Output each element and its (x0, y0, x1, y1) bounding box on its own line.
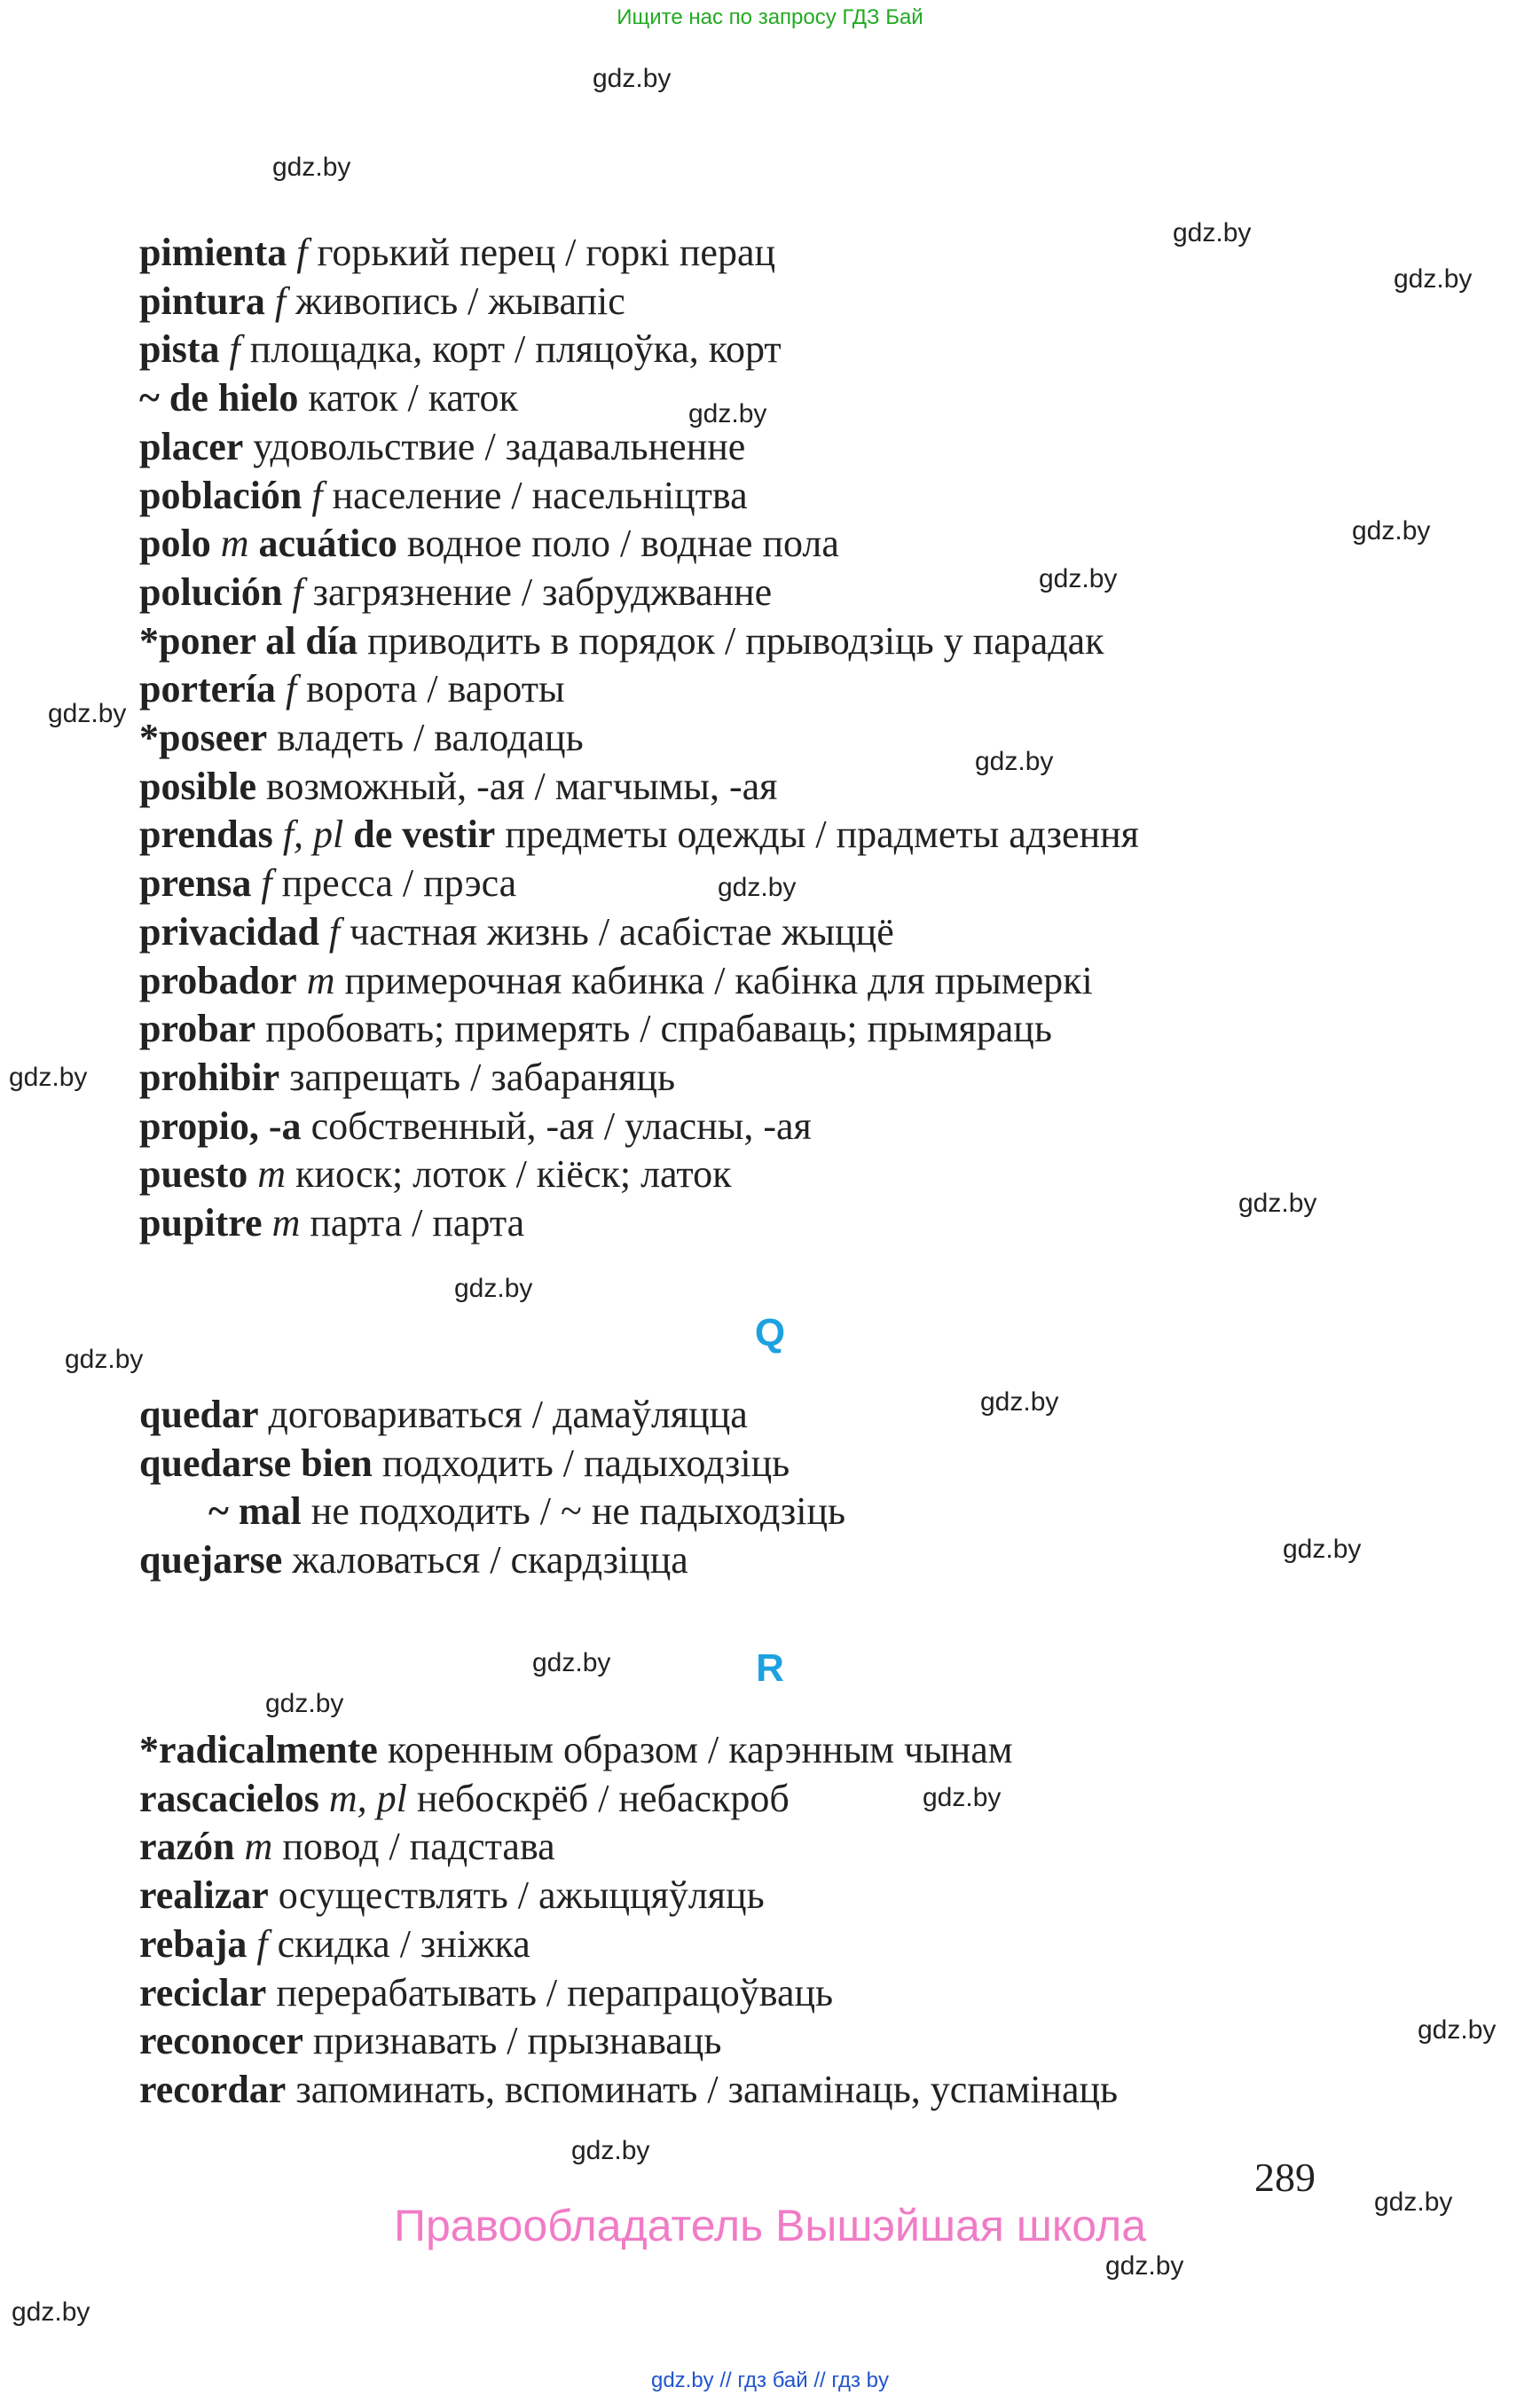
rights-holder: Правообладатель Вышэйшая школа (394, 2201, 1146, 2250)
dictionary-entry (139, 2017, 721, 2065)
translation: предметы одежды / прадметы адзення (495, 813, 1139, 857)
dictionary-entry (139, 1969, 833, 2017)
watermark: gdz.by (65, 1345, 144, 1374)
grammar-mark: f (274, 279, 287, 323)
dictionary-entry (139, 2066, 1118, 2114)
translation: владеть / валодаць (267, 716, 584, 759)
headword: probar (139, 1007, 256, 1051)
watermark: gdz.by (1238, 1189, 1317, 1218)
translation: небоскрёб / небаскроб (406, 1776, 790, 1820)
watermark: gdz.by (272, 153, 351, 182)
dictionary-entry (139, 278, 625, 326)
translation: осуществлять / ажыццяўляць (268, 1873, 765, 1918)
grammar-mark: f (328, 909, 341, 954)
headword: *radicalmente (139, 1728, 378, 1771)
translation: подходить / падыходзіць (372, 1441, 790, 1485)
section-letter-r: R (756, 1646, 784, 1690)
dictionary-entry (139, 1054, 675, 1102)
dictionary-entry (139, 374, 518, 422)
footer-links: gdz.by // гдз бай // гдз by (650, 2368, 890, 2392)
watermark: gdz.by (1173, 218, 1252, 247)
grammar-mark: m (244, 1825, 273, 1869)
headword: pupitre (139, 1201, 263, 1245)
headword: polo (139, 522, 211, 566)
translation: повод / падстава (272, 1825, 555, 1869)
translation: запрещать / забараняць (279, 1055, 676, 1099)
watermark: gdz.by (1105, 2251, 1184, 2281)
dictionary-entry (139, 714, 584, 762)
watermark: gdz.by (1374, 2187, 1453, 2217)
headword: privacidad (139, 909, 319, 954)
headword: quedar (139, 1393, 259, 1436)
headword: recordar (139, 2067, 287, 2111)
watermark: gdz.by (980, 1387, 1059, 1417)
translation: перерабатывать / перапрацоўваць (266, 1970, 834, 2014)
watermark: gdz.by (593, 64, 672, 93)
dictionary-entry (139, 326, 782, 373)
headword: pimienta (139, 231, 287, 274)
dictionary-entry (139, 472, 748, 520)
translation: живопись / жывапіс (286, 279, 625, 323)
headword: ~ de hielo (139, 376, 299, 420)
watermark: gdz.by (923, 1783, 1002, 1812)
dictionary-entry (139, 1199, 524, 1247)
headword: reciclar (139, 1970, 267, 2014)
grammar-mark: f (285, 667, 297, 711)
translation: удовольствие / задавальненне (243, 424, 746, 468)
translation: примерочная кабинка / кабінка для прымеркі (334, 958, 1093, 1002)
headword: probador (139, 958, 297, 1002)
headword: propio, -a (139, 1103, 302, 1148)
headword: polución (139, 569, 283, 614)
headword: rascacielos (139, 1776, 319, 1820)
watermark: gdz.by (9, 1063, 88, 1092)
grammar-mark: m (220, 522, 249, 566)
dictionary-entry (139, 1536, 688, 1584)
translation: жаловаться / скардзіцца (282, 1538, 688, 1582)
dictionary-entry (139, 1872, 765, 1920)
translation: собственный, -ая / уласны, -ая (301, 1103, 812, 1148)
grammar-mark: f (292, 569, 303, 614)
headword: pintura (139, 279, 265, 323)
headword: rebaja (139, 1921, 248, 1966)
grammar-mark: f (229, 327, 240, 372)
headword: quejarse (139, 1538, 283, 1582)
dictionary-entry (139, 569, 772, 616)
dictionary-entry (139, 1775, 790, 1823)
translation: загрязнение / забруджванне (302, 569, 773, 614)
watermark: gdz.by (1039, 564, 1118, 593)
headword: puesto (139, 1152, 248, 1197)
translation: коренным образом / карэнным чынам (377, 1728, 1013, 1771)
headword: placer (139, 424, 244, 468)
dictionary-entry (139, 1005, 1052, 1053)
translation: договариваться / дамаўляцца (258, 1393, 748, 1436)
grammar-mark: f, pl (282, 813, 344, 857)
dictionary-entry (139, 1103, 812, 1150)
headword: pista (139, 327, 220, 372)
dictionary-entry (139, 1150, 731, 1198)
translation: скидка / зніжка (267, 1921, 530, 1966)
watermark: gdz.by (532, 1648, 611, 1677)
headword: posible (139, 764, 257, 808)
translation: возможный, -ая / магчымы, -ая (256, 764, 778, 808)
dictionary-entry (139, 860, 516, 907)
dictionary-entry (139, 1440, 790, 1488)
grammar-mark: f (256, 1921, 268, 1966)
translation: приводить в порядок / прыводзіць у парадак (358, 618, 1104, 663)
watermark: gdz.by (1283, 1535, 1362, 1564)
headword: quedarse bien (139, 1441, 373, 1485)
watermark: gdz.by (1352, 516, 1431, 546)
grammar-mark: f (296, 231, 308, 274)
headword: ~ mal (208, 1489, 302, 1534)
translation: не подходить / ~ не падыходзіць (301, 1489, 846, 1534)
dictionary-entry (139, 617, 1104, 665)
watermark: gdz.by (265, 1689, 344, 1718)
translation: частная жизнь / асабістае жыццё (340, 909, 894, 954)
section-letter-q: Q (754, 1311, 786, 1355)
headword: prendas (139, 813, 273, 857)
dictionary-entry (139, 1391, 748, 1439)
dictionary-entry (139, 1823, 555, 1871)
headword: portería (139, 667, 276, 711)
headword: prohibir (139, 1055, 280, 1099)
grammar-mark: m (271, 1201, 301, 1245)
translation: водное поло / воднае пола (397, 522, 839, 566)
page-number: 289 (1254, 2155, 1316, 2200)
translation: киоск; лоток / кіёск; латок (286, 1152, 732, 1197)
translation: ворота / вароты (296, 667, 565, 711)
headword: realizar (139, 1873, 269, 1918)
translation: парта / парта (300, 1201, 525, 1245)
dictionary-entry (139, 423, 745, 471)
dictionary-entry (139, 665, 565, 713)
headword: prensa (139, 861, 252, 906)
dictionary-entry (139, 763, 777, 811)
headword: *poseer (139, 716, 268, 759)
watermark: gdz.by (975, 747, 1054, 776)
watermark: gdz.by (1418, 2015, 1497, 2045)
translation: пробовать; примерять / спрабаваць; прымяраць (255, 1007, 1052, 1051)
watermark: gdz.by (1394, 264, 1473, 294)
translation: население / насельніцтва (322, 473, 748, 517)
dictionary-entry (139, 520, 839, 568)
translation: пресса / прэса (271, 861, 517, 906)
watermark: gdz.by (48, 699, 127, 728)
watermark: gdz.by (571, 2136, 650, 2165)
translation: каток / каток (298, 376, 518, 420)
dictionary-entry (139, 1726, 1013, 1774)
dictionary-entry (139, 1920, 530, 1968)
translation: запоминать, вспоминать / запамінаць, успамінаць (286, 2067, 1119, 2111)
dictionary-entry (139, 811, 1139, 859)
grammar-mark: f (261, 861, 272, 906)
translation: площадка, корт / пляцоўка, корт (240, 327, 782, 372)
headword: *poner al día (139, 618, 358, 663)
top-note: Ищите нас по запросу ГДЗ Бай (617, 5, 923, 29)
translation: признавать / прызнаваць (302, 2019, 722, 2063)
grammar-mark: m (306, 958, 335, 1002)
grammar-mark: m, pl (328, 1776, 407, 1820)
dictionary-entry (139, 957, 1093, 1005)
headword: reconocer (139, 2019, 303, 2063)
headword: razón (139, 1825, 235, 1869)
headword-continuation: de vestir (353, 813, 496, 857)
dictionary-entry (208, 1488, 845, 1535)
dictionary-entry (139, 229, 775, 277)
dictionary-entry (139, 908, 894, 956)
grammar-mark: f (311, 473, 323, 517)
grammar-mark: m (257, 1152, 287, 1197)
watermark: gdz.by (688, 399, 767, 428)
watermark: gdz.by (454, 1274, 533, 1303)
headword-continuation: acuático (258, 522, 397, 566)
watermark: gdz.by (12, 2297, 90, 2327)
headword: población (139, 473, 302, 517)
watermark: gdz.by (718, 873, 797, 902)
translation: горький перец / горкі перац (307, 231, 776, 274)
